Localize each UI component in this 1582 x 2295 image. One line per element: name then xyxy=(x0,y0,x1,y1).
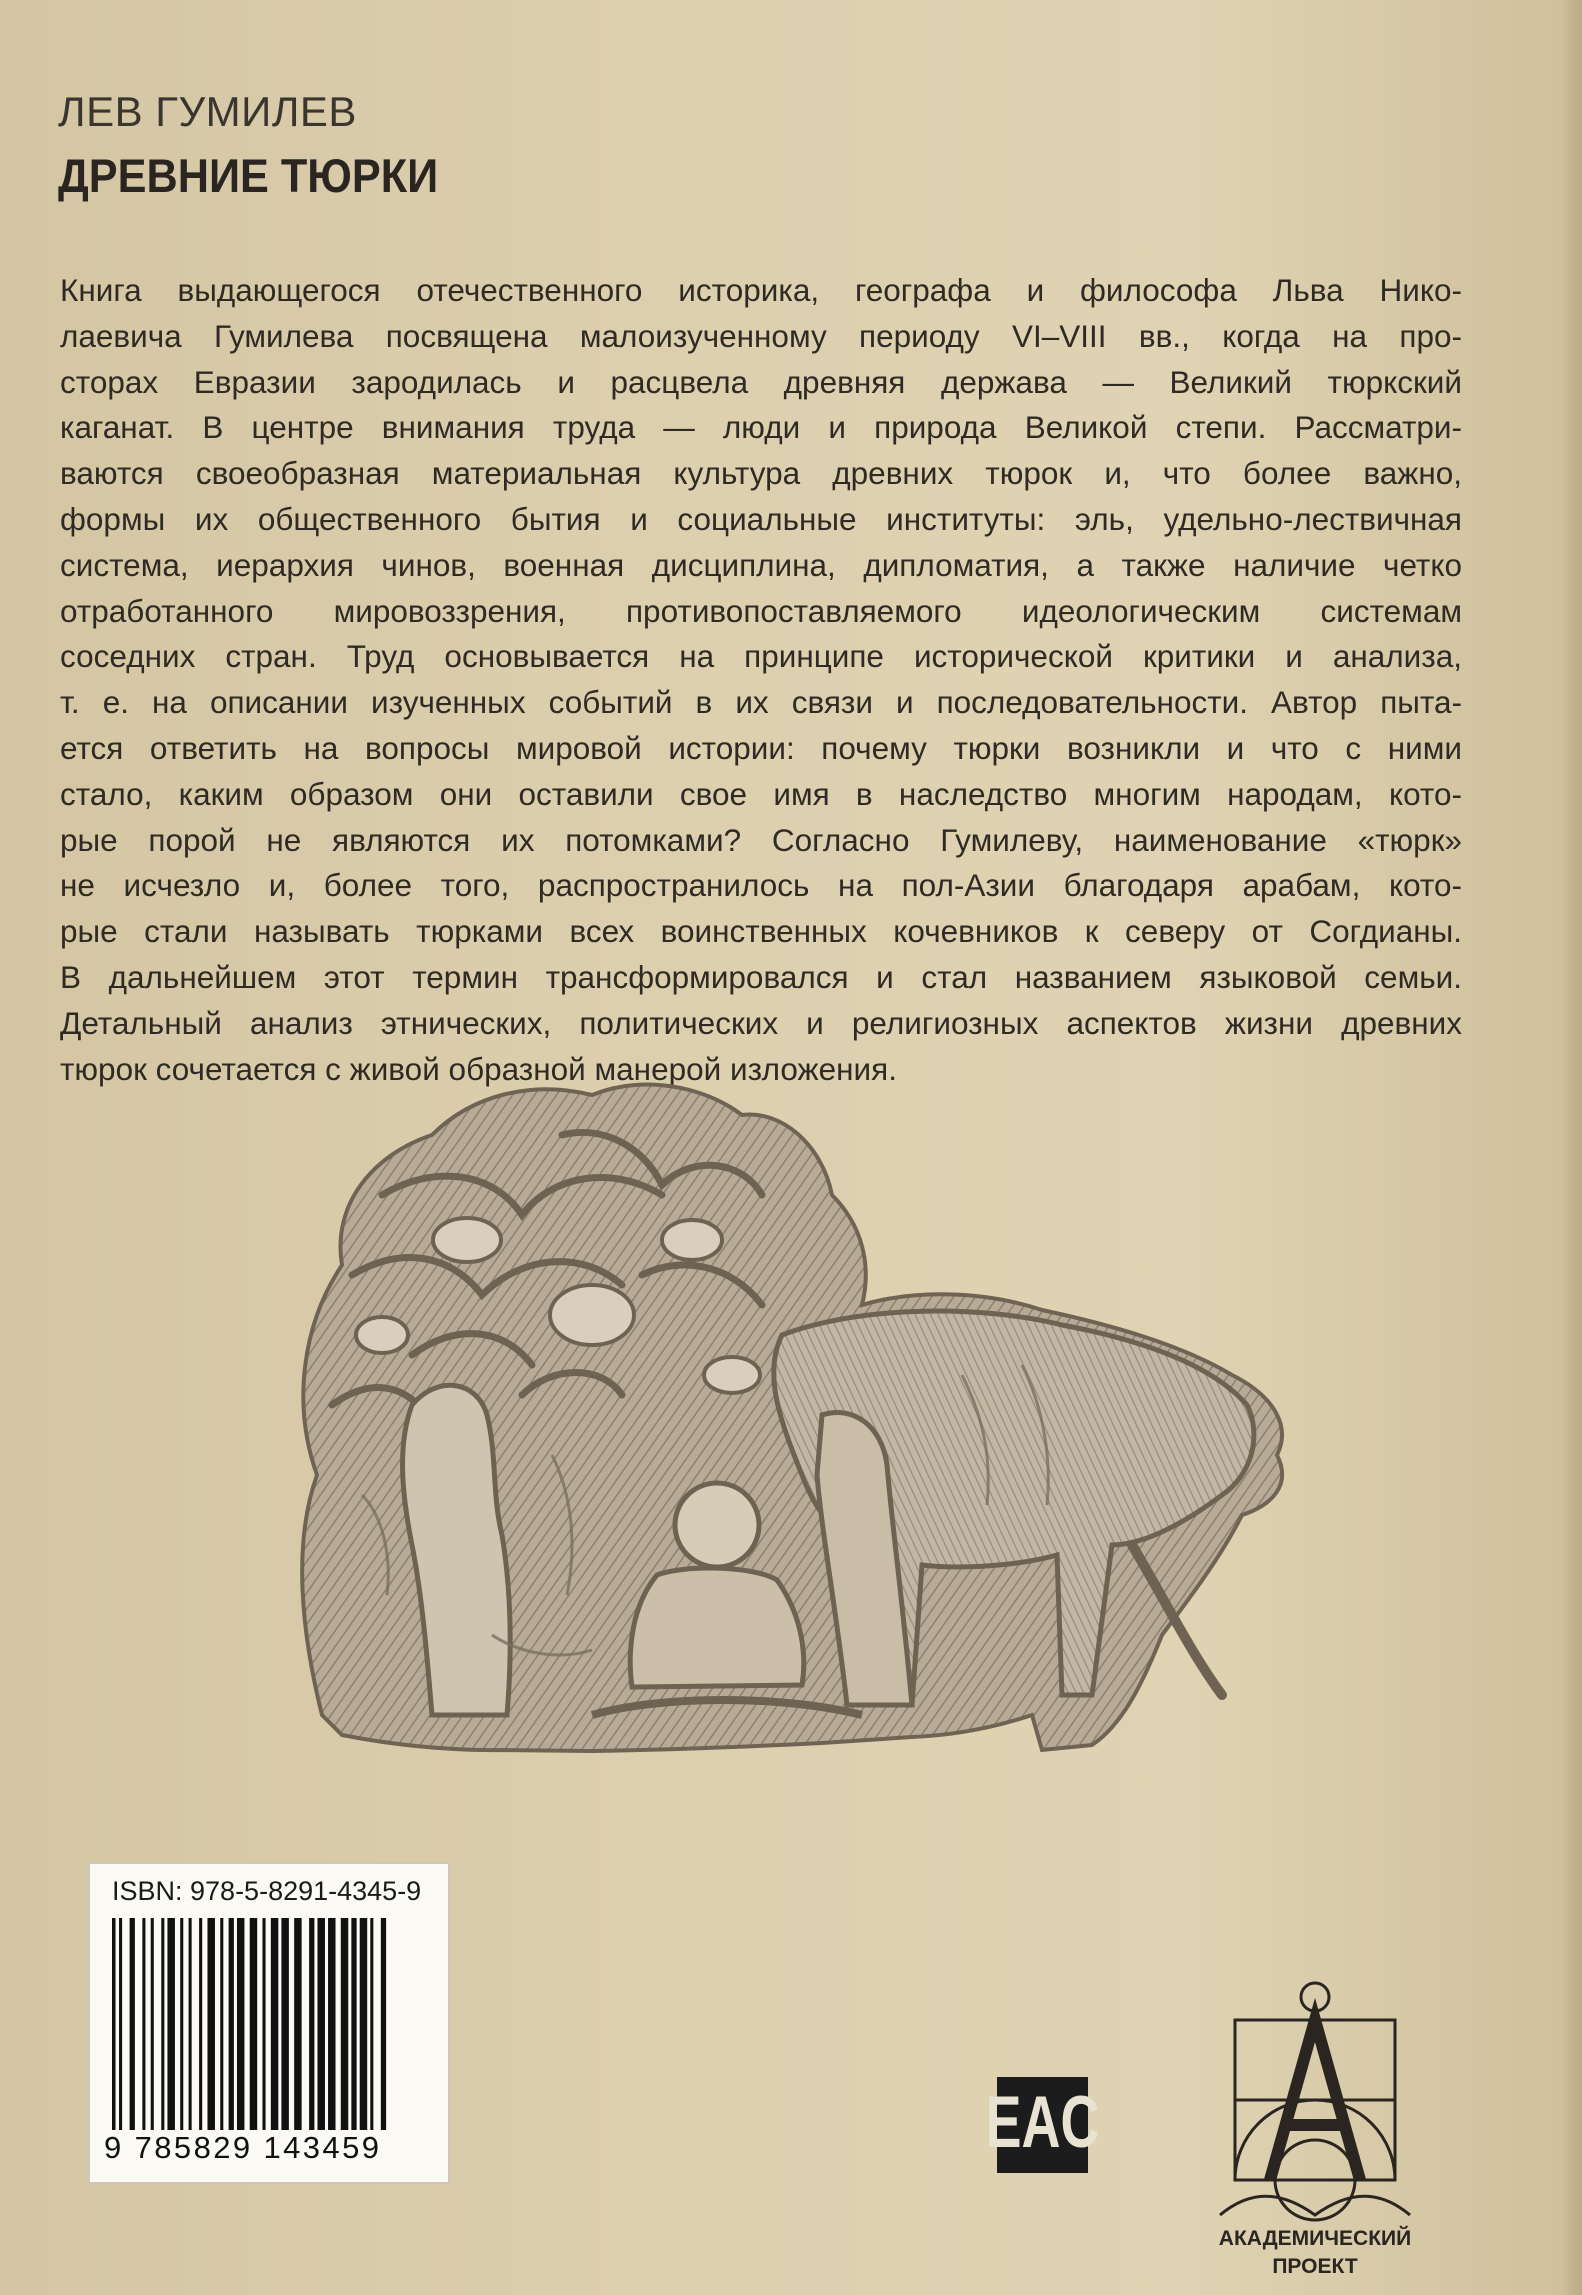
description-line: т. е. на описании изученных событий в их связи и последовательности. Автор пыта- xyxy=(60,684,1462,721)
barcode-bar xyxy=(237,1918,244,2130)
barcode-bar xyxy=(341,1918,348,2130)
barcode-bar xyxy=(351,1918,356,2130)
publisher-a-logo-icon xyxy=(1210,1975,1420,2235)
barcode-digits: 9 785829 143459 xyxy=(104,2130,382,2165)
description-line: лаевича Гумилева посвящена малоизученному периоду VI–VIII вв., когда на про- xyxy=(60,317,1462,354)
description-line: соседних стран. Труд основывается на принципе исторической критики и анализа, xyxy=(60,638,1462,675)
barcode-bar xyxy=(281,1918,288,2130)
barcode-bar xyxy=(262,1918,265,2130)
ancient-relief-illustration xyxy=(262,1075,1308,1815)
barcode-bar xyxy=(328,1918,335,2130)
barcode-bar xyxy=(250,1918,257,2130)
barcode-bar xyxy=(294,1918,301,2130)
barcode-icon xyxy=(104,1918,434,2130)
barcode-bar xyxy=(229,1918,234,2130)
description-line: система, иерархия чинов, военная дисциплина, дипломатия, а также наличие четко xyxy=(60,546,1462,583)
description-line: Детальный анализ этнических, политических и религиозных аспектов жизни древних xyxy=(60,1004,1462,1041)
barcode-bar xyxy=(130,1918,135,2130)
barcode-bar xyxy=(189,1918,192,2130)
description-line: формы их общественного бытия и социальные институты: эль, удельно-лествичная xyxy=(60,500,1462,537)
book-title: ДРЕВНИЕ ТЮРКИ xyxy=(58,149,439,202)
barcode-bar xyxy=(161,1918,164,2130)
barcode-bar xyxy=(112,1918,116,2130)
description-line: отработанного мировоззрения, противопоставляемого идеологическим системам xyxy=(60,592,1462,629)
barcode-bar xyxy=(180,1918,183,2130)
barcode-bar xyxy=(167,1918,174,2130)
isbn-number: ISBN: 978-5-8291-4345-9 xyxy=(112,1876,422,1906)
description-line: В дальнейшем этот термин трансформировался и стал названием языковой семьи. xyxy=(60,958,1462,995)
barcode-bar xyxy=(119,1918,122,2130)
barcode-bar xyxy=(271,1918,278,2130)
description-line: Книга выдающегося отечественного историка, географа и философа Льва Нико- xyxy=(60,272,1462,308)
author-name: ЛЕВ ГУМИЛЕВ xyxy=(58,88,357,135)
barcode-bar xyxy=(381,1918,386,2130)
barcode-bar xyxy=(370,1918,373,2130)
description-line: ется ответить на вопросы мировой истории: почему тюрки возникли и что с ними xyxy=(60,729,1462,766)
description-line: ваются своеобразная материальная культура древних тюрок и, что более важно, xyxy=(60,455,1462,492)
publisher-name-line2: ПРОЕКТ xyxy=(1272,2255,1358,2278)
eac-mark-text: EAC xyxy=(985,2081,1100,2164)
description-line: рые стали называть тюрками всех воинственных кочевников к северу от Согдианы. xyxy=(60,913,1462,950)
description-line: каганат. В центре внимания труда — люди и природа Великой степи. Рассматри- xyxy=(60,409,1462,446)
barcode-bar xyxy=(199,1918,202,2130)
barcode-bar xyxy=(317,1918,324,2130)
description-text xyxy=(60,268,1462,1092)
cover-edge-shadow xyxy=(1560,0,1582,2295)
barcode-bar xyxy=(151,1918,154,2130)
description-line: не исчезло и, более того, распространилось на пол-Азии благодаря арабам, кото- xyxy=(60,867,1462,904)
barcode-bar xyxy=(142,1918,145,2130)
description-line: сторах Евразии зародилась и расцвела древняя держава — Великий тюркский xyxy=(60,363,1462,400)
publisher-name xyxy=(1190,2225,1440,2281)
publisher-name-line1: АКАДЕМИЧЕСКИЙ xyxy=(1218,2227,1412,2250)
description-line: тюрок сочетается с живой образной манерой изложения. xyxy=(60,1050,897,1087)
barcode-bar xyxy=(207,1918,214,2130)
barcode-bar xyxy=(360,1918,367,2130)
barcode-bar xyxy=(220,1918,223,2130)
eac-conformity-mark-icon xyxy=(985,2077,1100,2173)
description-line: рые порой не являются их потомками? Согласно Гумилеву, наименование «тюрк» xyxy=(60,821,1462,858)
isbn-barcode-label xyxy=(88,1862,450,2184)
description-line: стало, каким образом они оставили свое имя в наследство многим народам, кото- xyxy=(60,775,1462,812)
barcode-bar xyxy=(309,1918,314,2130)
